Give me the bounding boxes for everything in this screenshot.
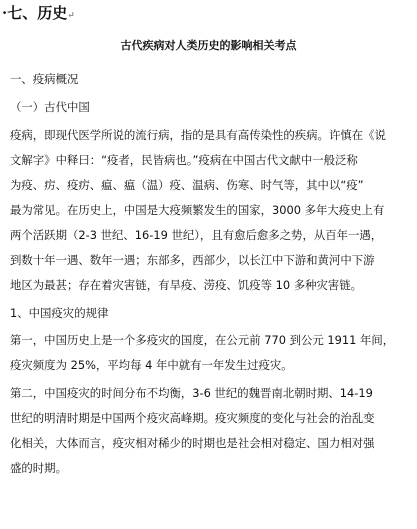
paragraph-line: 疫病，即现代医学所说的流行病，指的是具有高传染性的疾病。许慎在《说: [10, 128, 386, 142]
paragraph-line: 化相关，大体而言，疫灾相对稀少的时期也是社会相对稳定、国力相对强: [10, 436, 375, 450]
paragraph-line: 文解字》中释曰：“疫者，民皆病也。”疫病在中国古代文献中一般泛称: [10, 153, 358, 167]
paragraph-line: 到数十年一遇、数年一遇；东部多，西部少，以长江中下游和黄河中下游: [10, 253, 375, 267]
paragraph-line: 盛的时期。: [10, 461, 67, 475]
paragraph-line: 最为常见。在历史上，中国是大疫频繁发生的国家，3000 多年大疫史上有: [10, 203, 385, 217]
paragraph-line: 第二，中国疫灾的时间分布不均衡，3-6 世纪的魏晋南北朝时期、14-19: [10, 386, 373, 400]
section-heading: 1、中国疫灾的规律: [10, 306, 109, 320]
paragraph-line: 两个活跃期（2-3 世纪、16-19 世纪），且有愈后愈多之势，从百年一遇，: [10, 228, 383, 242]
paragraph-mark-icon: ↵: [67, 11, 75, 21]
paragraph-line: 世纪的明清时期是中国两个疫灾高峰期。疫灾频度的变化与社会的治乱变: [10, 411, 375, 425]
document-title: 古代疾病对人类历史的影响相关考点: [120, 39, 297, 52]
subsection-heading: （一）古代中国: [10, 100, 90, 114]
paragraph-line: 地区为最甚；存在着灾害链，有旱疫、涝疫、饥疫等 10 多种灾害链。: [10, 278, 363, 292]
paragraph-line: 疫灾频度为 25%，平均每 4 年中就有一年发生过疫灾。: [10, 358, 293, 372]
section-heading: 一、疫病概况: [10, 72, 79, 86]
paragraph-line: 为疫、疠、疫疠、瘟、瘟（温）疫、温病、伤寒、时气等，其中以“疫”: [10, 178, 364, 192]
paragraph-line: 第一，中国历史上是一个多疫灾的国度，在公元前 770 到公元 1911 年间，: [10, 333, 395, 347]
chapter-heading: ·七、历史↵: [2, 4, 75, 22]
